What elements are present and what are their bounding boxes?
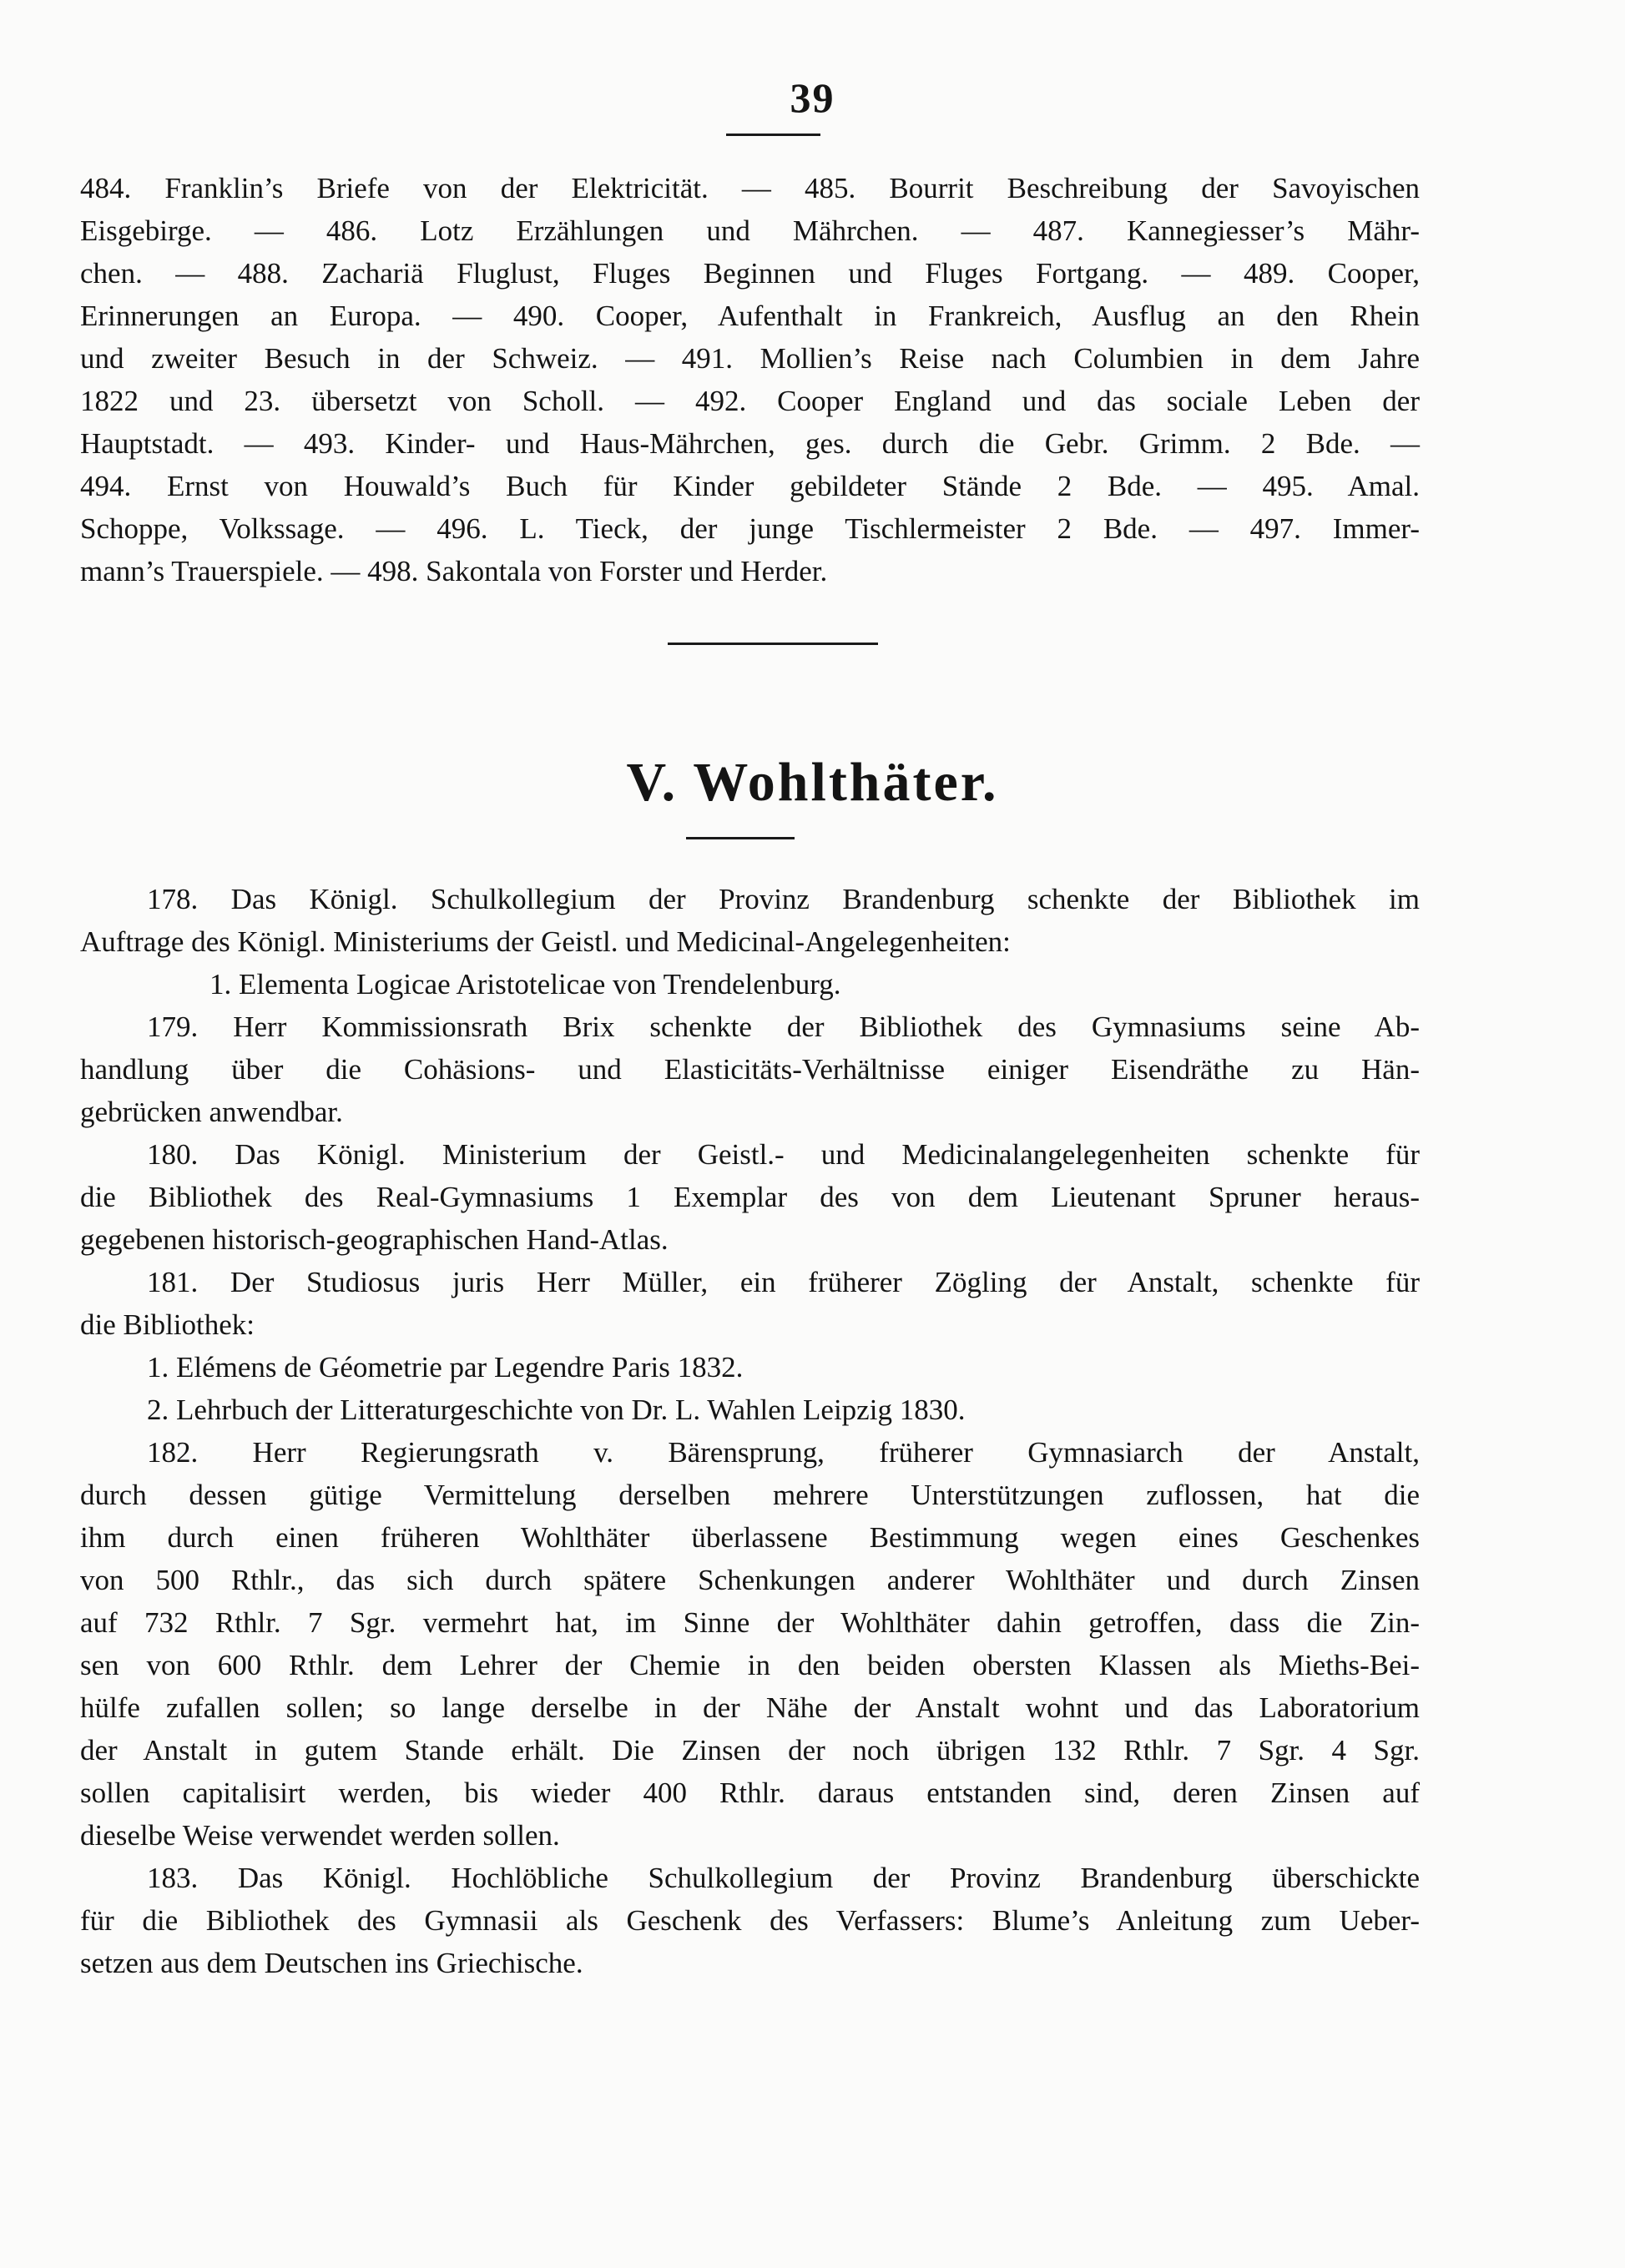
donation-line: handlung über die Cohäsions- und Elasticitäts-Verhältnisse einiger Eisendräthe zu Hän- xyxy=(80,1053,1420,1086)
donation-line: 182. Herr Regierungsrath v. Bärensprung, früherer Gymnasiarch der Anstalt, xyxy=(147,1436,1420,1469)
section-divider-bottom xyxy=(686,837,795,839)
page-number: 39 xyxy=(790,74,835,121)
book-list-line: Hauptstadt. — 493. Kinder- und Haus-Mährchen, ges. durch die Gebr. Grimm. 2 Bde. — xyxy=(80,427,1420,460)
donation-line: von 500 Rthlr., das sich durch spätere Schenkungen anderer Wohlthäter und durch Zinsen xyxy=(80,1564,1420,1596)
donation-line: sen von 600 Rthlr. dem Lehrer der Chemie in den beiden obersten Klassen als Mieths-Bei- xyxy=(80,1649,1420,1681)
donation-line: sollen capitalisirt werden, bis wieder 400 Rthlr. daraus entstanden sind, deren Zinsen auf xyxy=(80,1777,1420,1809)
section-divider-top xyxy=(668,643,878,645)
book-list-line: Eisgebirge. — 486. Lotz Erzählungen und Mährchen. — 487. Kannegiesser’s Mähr- xyxy=(80,214,1420,247)
donation-line: 179. Herr Kommissionsrath Brix schenkte der Bibliothek des Gymnasiums seine Ab- xyxy=(147,1011,1420,1043)
donation-line: 183. Das Königl. Hochlöbliche Schulkollegium der Provinz Brandenburg überschickte xyxy=(147,1862,1420,1894)
donation-line: auf 732 Rthlr. 7 Sgr. vermehrt hat, im Sinne der Wohlthäter dahin getroffen, dass die Zin- xyxy=(80,1606,1420,1639)
book-list-line: mann’s Trauerspiele. — 498. Sakontala von Forster und Herder. xyxy=(80,555,828,587)
donations-list xyxy=(80,878,1420,1984)
book-list-line: Erinnerungen an Europa. — 490. Cooper, Aufenthalt in Frankreich, Ausflug an den Rhein xyxy=(80,300,1420,332)
donation-line: Auftrage des Königl. Ministeriums der Geistl. und Medicinal-Angelegenheiten: xyxy=(80,925,1011,958)
donation-line: der Anstalt in gutem Stande erhält. Die Zinsen der noch übrigen 132 Rthlr. 7 Sgr. 4 Sgr. xyxy=(80,1734,1420,1767)
book-list-line: 1822 und 23. übersetzt von Scholl. — 492. Cooper England und das sociale Leben der xyxy=(80,385,1420,417)
donation-line: ihm durch einen früheren Wohlthäter überlassene Bestimmung wegen eines Geschenkes xyxy=(80,1521,1420,1554)
book-list-line: 494. Ernst von Houwald’s Buch für Kinder gebildeter Stände 2 Bde. — 495. Amal. xyxy=(80,470,1420,502)
book-list-line: 484. Franklin’s Briefe von der Elektricität. — 485. Bourrit Beschreibung der Savoyischen xyxy=(80,172,1420,204)
donation-item-line: 2. Lehrbuch der Litteraturgeschichte von Dr. L. Wahlen Leipzig 1830. xyxy=(147,1394,966,1426)
donation-line: die Bibliothek: xyxy=(80,1308,255,1341)
donation-line: 178. Das Königl. Schulkollegium der Provinz Brandenburg schenkte der Bibliothek im xyxy=(147,883,1420,915)
donation-line: gegebenen historisch-geographischen Hand-Atlas. xyxy=(80,1223,669,1256)
donation-line: 180. Das Königl. Ministerium der Geistl.- und Medicinalangelegenheiten schenkte für xyxy=(147,1138,1420,1171)
book-list-paragraph xyxy=(80,167,1420,592)
donation-item-line: 1. Elémens de Géometrie par Legendre Paris 1832. xyxy=(147,1351,744,1383)
donation-line: für die Bibliothek des Gymnasii als Geschenk des Verfassers: Blume’s Anleitung zum Ueber- xyxy=(80,1904,1420,1937)
section-heading: V. Wohlthäter. xyxy=(626,752,999,813)
book-list-line: Schoppe, Volkssage. — 496. L. Tieck, der junge Tischlermeister 2 Bde. — 497. Immer- xyxy=(80,512,1420,545)
donation-line: dieselbe Weise verwendet werden sollen. xyxy=(80,1819,560,1852)
donation-line: setzen aus dem Deutschen ins Griechische. xyxy=(80,1947,583,1979)
donation-line: gebrücken anwendbar. xyxy=(80,1096,343,1128)
book-list-line: chen. — 488. Zachariä Fluglust, Fluges Beginnen und Fluges Fortgang. — 489. Cooper, xyxy=(80,257,1420,290)
donation-line: die Bibliothek des Real-Gymnasiums 1 Exemplar des von dem Lieutenant Spruner heraus- xyxy=(80,1181,1420,1213)
donation-line: hülfe zufallen sollen; so lange derselbe in der Nähe der Anstalt wohnt und das Laboratorium xyxy=(80,1691,1420,1724)
donation-line: 181. Der Studiosus juris Herr Müller, ein früherer Zögling der Anstalt, schenkte für xyxy=(147,1266,1420,1298)
donation-item-line: 1. Elementa Logicae Aristotelicae von Trendelenburg. xyxy=(209,968,841,1000)
donation-line: durch dessen gütige Vermittelung derselben mehrere Unterstützungen zuflossen, hat die xyxy=(80,1479,1420,1511)
book-list-line: und zweiter Besuch in der Schweiz. — 491. Mollien’s Reise nach Columbien in dem Jahre xyxy=(80,342,1420,375)
page-number-rule xyxy=(726,134,820,136)
